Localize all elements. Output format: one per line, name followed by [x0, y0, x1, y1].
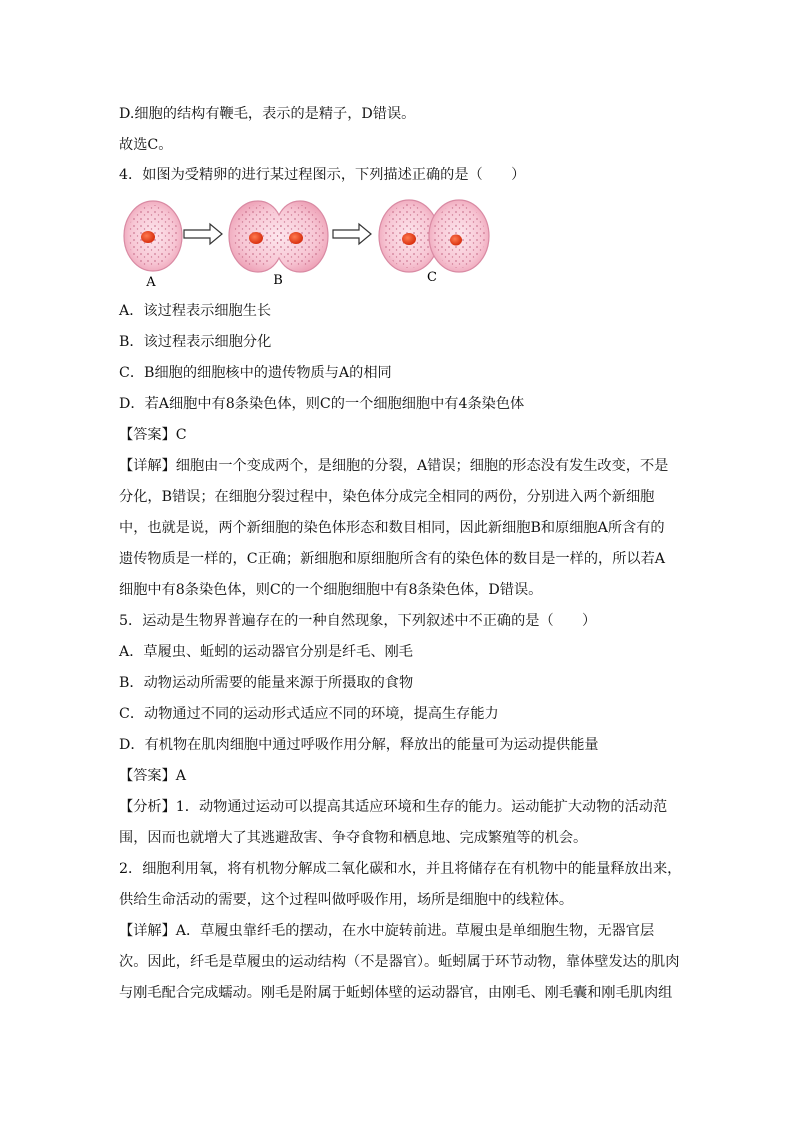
option-c: C．B细胞的细胞核中的遗传物质与A的相同: [119, 365, 392, 381]
question-5: 5．运动是生物界普遍存在的一种自然现象，下列叙述中不正确的是（ ）: [119, 613, 597, 629]
question-4: 4．如图为受精卵的进行某过程图示，下列描述正确的是（ ）: [119, 167, 526, 183]
option-b: B．动物运动所需要的能量来源于所摄取的食物: [119, 675, 414, 691]
arrow-right-icon: [333, 224, 371, 244]
explanation-line: 中，也就是说，两个新细胞的染色体形态和数目相同，因此新细胞B和原细胞A所含有的: [119, 520, 665, 536]
explanation-line: 分化，B错误；在细胞分裂过程中，染色体分成完全相同的两份，分别进入两个新细胞: [119, 489, 655, 505]
cell-division-figure: [118, 196, 498, 288]
answer: 【答案】A: [119, 768, 186, 784]
option-d: D．若A细胞中有8条染色体，则C的一个细胞细胞中有4条染色体: [119, 396, 525, 412]
explanation-line: 【详解】细胞由一个变成两个，是细胞的分裂，A错误；细胞的形态没有发生改变，不是: [119, 458, 669, 474]
option-d: D．有机物在肌肉细胞中通过呼吸作用分解，释放出的能量可为运动提供能量: [119, 737, 599, 753]
analysis-line: 2．细胞利用氧，将有机物分解成二氧化碳和水，并且将储存在有机物中的能量释放出来，: [119, 861, 682, 877]
explanation-line: 与刚毛配合完成蠕动。刚毛是附属于蚯蚓体壁的运动器官，由刚毛、刚毛囊和刚毛肌肉组: [119, 985, 673, 1001]
explanation-line: 次。因此，纤毛是草履虫的运动结构（不是器官）。蚯蚓属于环节动物，靠体壁发达的肌肉: [119, 954, 680, 970]
analysis-line: 【分析】1．动物通过运动可以提高其适应环境和生存的能力。运动能扩大动物的活动范: [119, 799, 668, 815]
answer: 【答案】C: [119, 427, 187, 443]
explanation-line: 遗传物质是一样的，C正确；新细胞和原细胞所含有的染色体的数目是一样的，所以若A: [119, 551, 666, 567]
label-c: C: [427, 270, 437, 285]
cell-a: [124, 201, 182, 271]
cell-b: [229, 201, 328, 272]
option-a: A．该过程表示细胞生长: [119, 303, 272, 319]
option-c: C．动物通过不同的运动形式适应不同的环境，提高生存能力: [119, 706, 499, 722]
cell-c: [379, 200, 489, 272]
explanation-line: 【详解】A．草履虫靠纤毛的摆动，在水中旋转前进。草履虫是单细胞生物，无器官层: [119, 923, 655, 939]
analysis-line: 围，因而也就增大了其逃避敌害、争夺食物和栖息地、完成繁殖等的机会。: [119, 830, 588, 846]
label-a: A: [146, 275, 156, 288]
option-b: B．该过程表示细胞分化: [119, 334, 272, 350]
text-line: D.细胞的结构有鞭毛，表示的是精子，D错误。: [119, 106, 416, 122]
option-a: A．草履虫、蚯蚓的运动器官分别是纤毛、刚毛: [119, 644, 413, 660]
analysis-line: 供给生命活动的需要，这个过程叫做呼吸作用，场所是细胞中的线粒体。: [119, 892, 574, 908]
text-line: 故选C。: [119, 137, 173, 153]
explanation-line: 细胞中有8条染色体，则C的一个细胞细胞中有8条染色体，D错误。: [119, 582, 543, 598]
label-b: B: [273, 273, 283, 288]
arrow-right-icon: [184, 224, 222, 244]
